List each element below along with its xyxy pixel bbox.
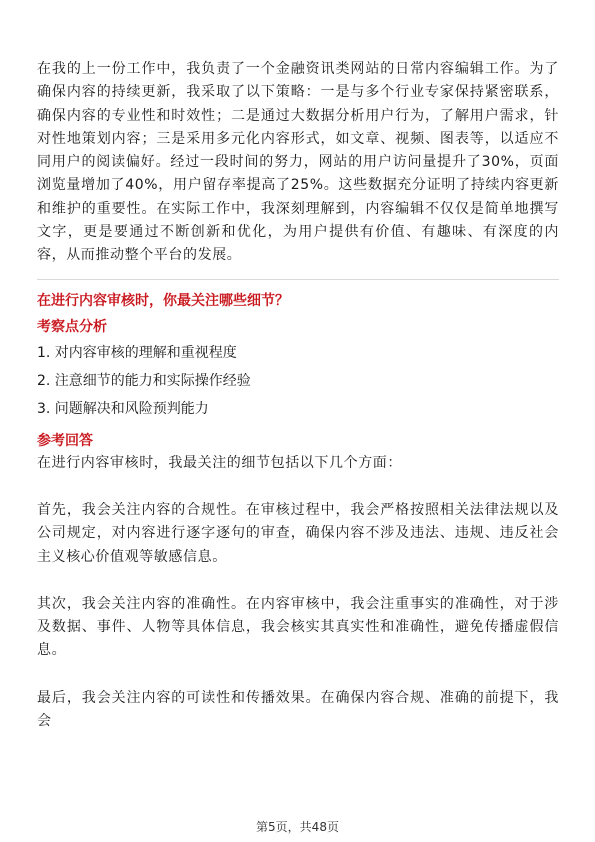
analysis-point: 2. 注意细节的能力和实际操作经验: [37, 372, 251, 389]
answer-paragraph: 最后，我会关注内容的可读性和传播效果。在确保内容合规、准确的前提下，我会: [37, 689, 559, 730]
analysis-list: [37, 342, 559, 420]
analysis-point: 1. 对内容审核的理解和重视程度: [37, 344, 237, 361]
page-number: 第5页，共48页: [256, 820, 339, 834]
section-divider: [37, 279, 559, 280]
analysis-point: 3. 问题解决和风险预判能力: [37, 400, 209, 417]
analysis-title: 考察点分析: [37, 318, 107, 335]
answer-intro: 在进行内容审核时，我最关注的细节包括以下几个方面：: [37, 454, 402, 471]
answer-paragraph: 其次，我会关注内容的准确性。在内容审核中，我会注重事实的准确性，对于涉及数据、事件、人物等具体信息，我会核实其真实性和准确性，避免传播虚假信息。: [37, 595, 559, 659]
intro-paragraph: 在我的上一份工作中，我负责了一个金融资讯类网站的日常内容编辑工作。为了确保内容的持续更新，我采取了以下策略：一是与多个行业专家保持紧密联系，确保内容的专业性和时效性；二是通过大数据分析用户行为，了解用户需求，针对性地策划内容；三是采用多元化内容形式，如文章、视频、图表等，以适应不同用户的阅读偏好。经过一段时间的努力，网站的用户访问量提升了30%，页面浏览量增加了40%，用户留存率提高了25%。这些数据充分证明了持续内容更新和维护的重要性。在实际工作中，我深刻理解到，内容编辑不仅仅是简单地撰写文字，更是要通过不断创新和优化，为用户提供有价值、有趣味、有深度的内容，从而推动整个平台的发展。: [37, 61, 559, 264]
answer-paragraph: 首先，我会关注内容的合规性。在审核过程中，我会严格按照相关法律法规以及公司规定，对内容进行逐字逐句的审查，确保内容不涉及违法、违规、违反社会主义核心价值观等敏感信息。: [37, 501, 559, 565]
question-heading: 在进行内容审核时，你最关注哪些细节？: [37, 292, 289, 309]
answer-title: 参考回答: [37, 432, 93, 449]
document-page: [37, 58, 559, 733]
